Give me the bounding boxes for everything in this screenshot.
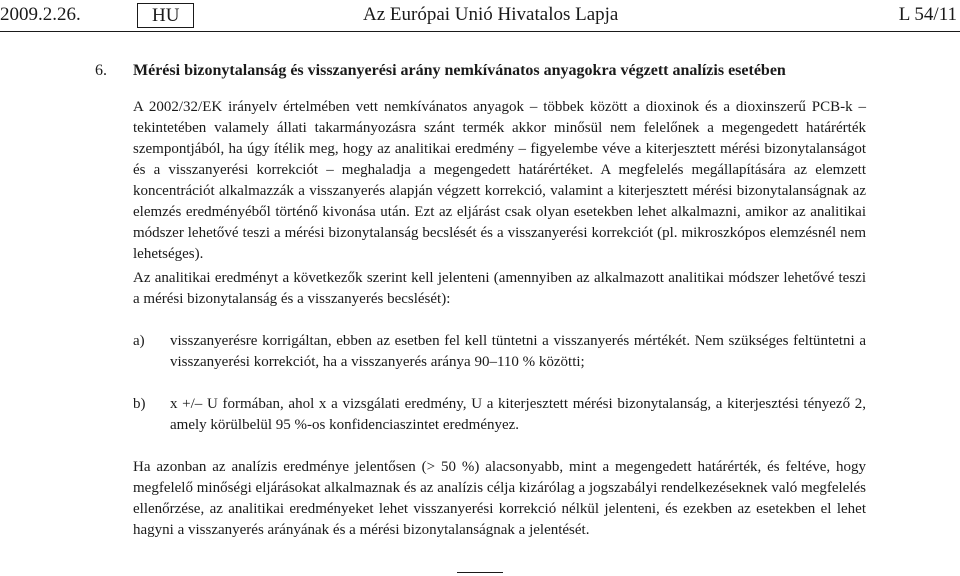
footer-rule bbox=[457, 572, 503, 573]
list-marker: b) bbox=[133, 396, 146, 412]
page-number: L 54/11 bbox=[898, 4, 957, 25]
list-item-text: visszanyerésre korrigáltan, ebben az esetben fel kell tüntetni a visszanyerés mértékét. Nem szükséges feltüntetni a visszanyerési korrekciót, ha a visszanyerés aránya 90–110 % közötti; bbox=[170, 333, 866, 370]
paragraph-compliance: A 2002/32/EK irányelv értelmében vett nemkívánatos anyagok – többek között a dioxinok és a dioxinszerű PCB-k – tekintetében valamely állati takarmányozásra szánt termék akkor minősül nem felelőnek a megengedett határérték szempontjából, ha úgy ítélik meg, hogy az analitikai eredmény – figyelembe véve a kiterjesztett mérési bizonytalanságot és a visszanyerési korrekciót – meghaladja a megengedett határértéket. A megfelelés megállapítására az elemzett koncentrációt alkalmazzák a visszanyerés alapján végzett korrekció, valamint a kiterjesztett mérési bizonytalanságnak az elemzés eredményéből történő kivonása után. Ezt az eljárást csak olyan esetekben lehet alkalmazni, amikor az analitikai módszer lehetővé teszi a mérési bizonytalanság becslését és a visszanyerési korrekciót (pl. mikroszkópos elemzésnél nem lehetséges). bbox=[133, 99, 866, 262]
header-rule bbox=[0, 31, 960, 32]
paragraph-exception: Ha azonban az analízis eredménye jelentősen (> 50 %) alacsonyabb, mint a megengedett határérték, és feltéve, hogy megfelelő minőségi eljárásokat alkalmaznak és az analízis célja kizárólag a jogszabályi rendelkezéseknek való megfelelés ellenőrzése, az analitikai eredményeket lehet visszanyerési korrekció nélkül jelenteni, és ezekben az esetekben el lehet hagyni a visszanyerés arányának és a mérési bizonytalanságnak a jelentését. bbox=[133, 459, 866, 538]
paragraph-reporting: Az analitikai eredményt a következők szerint kell jelenteni (amennyiben az alkalmazott analitikai módszer lehetővé teszi a mérési bizonytalanság és a visszanyerés becslését): bbox=[133, 270, 866, 307]
list-marker: a) bbox=[133, 333, 145, 349]
journal-title: Az Európai Unió Hivatalos Lapja bbox=[363, 4, 619, 25]
publication-date: 2009.2.26. bbox=[0, 4, 81, 25]
section-number: 6. bbox=[95, 62, 107, 79]
section-heading bbox=[95, 62, 786, 80]
page-header bbox=[0, 0, 960, 32]
list-item-text: x +/– U formában, ahol x a vizsgálati eredmény, U a kiterjesztett mérési bizonytalanság, a kiterjesztési tényező 2, amely körülbelül 95 %-os konfidenciaszintet eredményez. bbox=[170, 396, 866, 433]
language-code-box: HU bbox=[137, 3, 194, 28]
section-title: Mérési bizonytalanság és visszanyerési arány nemkívánatos anyagokra végzett analízis esetében bbox=[133, 62, 786, 79]
